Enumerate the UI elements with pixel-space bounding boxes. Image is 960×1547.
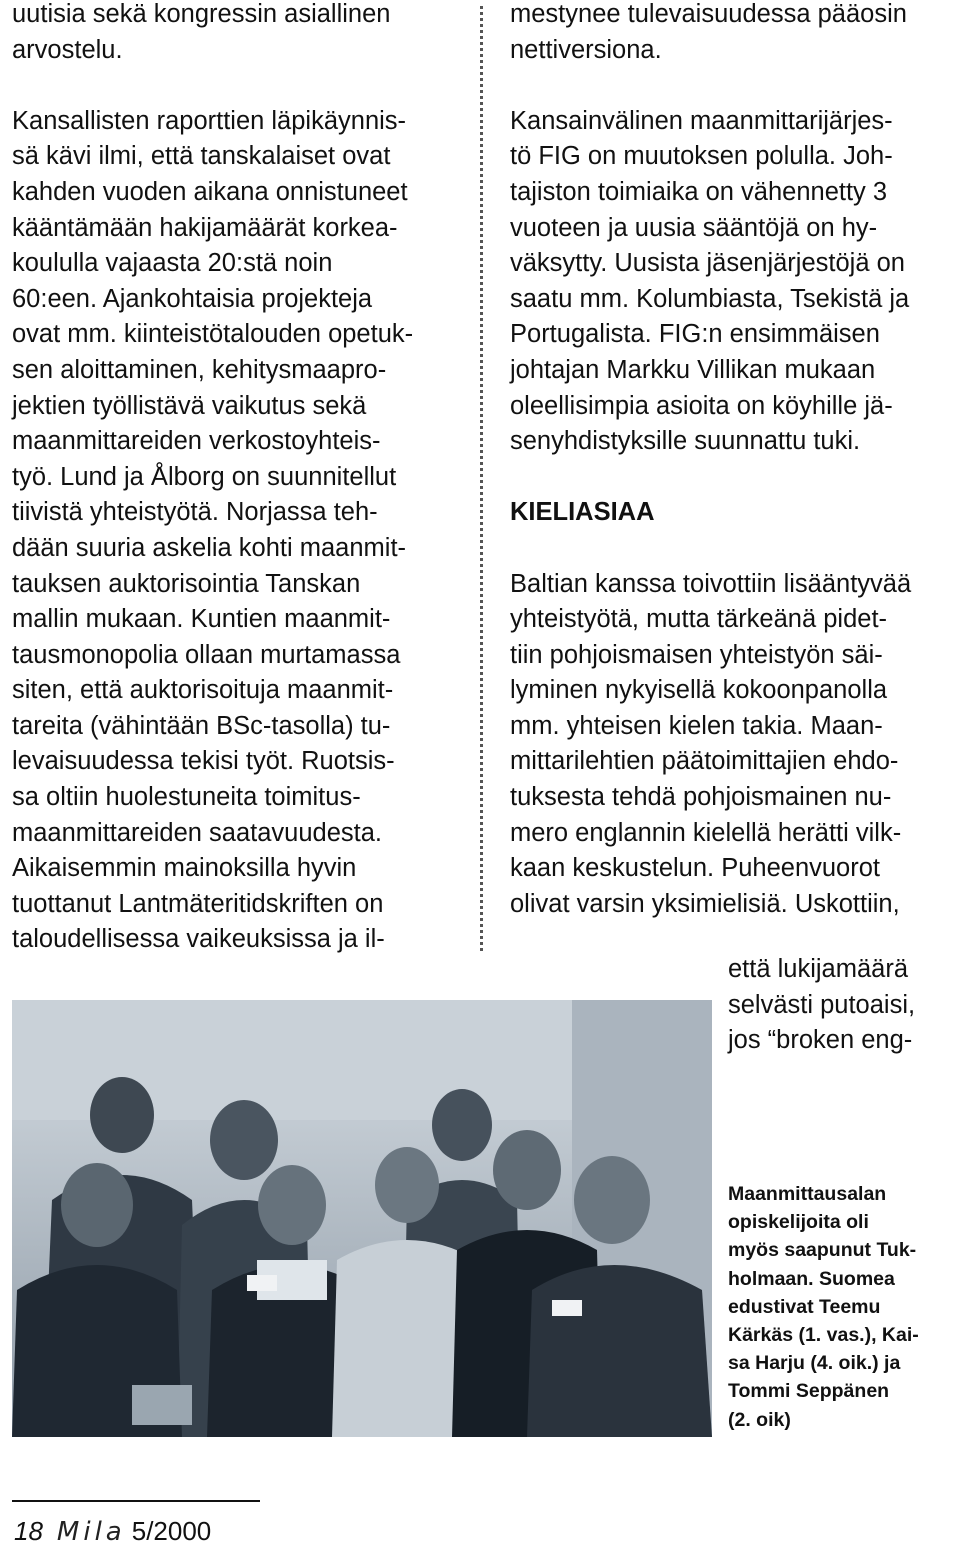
text-line: jektien työllistävä vaikutus sekä bbox=[12, 391, 367, 420]
text-line: 60:een. Ajankohtaisia projekteja bbox=[12, 284, 373, 313]
section-heading: KIELIASIAA bbox=[510, 498, 655, 527]
text-line: kaan keskustelun. Puheenvuorot bbox=[510, 854, 880, 883]
text-line: uutisia sekä kongressin asiallinen bbox=[12, 0, 391, 28]
group-photo bbox=[12, 1000, 712, 1437]
text-line: sä kävi ilmi, että tanskalaiset ovat bbox=[12, 142, 391, 171]
photo-caption bbox=[728, 1180, 953, 1434]
text-line: Portugalista. FIG:n ensimmäisen bbox=[510, 320, 880, 349]
text-line: mittarilehtien päätoimittajien ehdo- bbox=[510, 747, 899, 776]
paragraph-break bbox=[12, 68, 462, 104]
text-line: tajiston toimiaika on vähennetty 3 bbox=[510, 177, 888, 206]
text-line: johtajan Markku Villikan mukaan bbox=[510, 355, 876, 384]
right-column bbox=[510, 0, 955, 922]
page-footer bbox=[14, 1516, 211, 1547]
text-line: ovat mm. kiinteistötalouden opetuk- bbox=[12, 320, 414, 349]
text-line: koululla vajaasta 20:stä noin bbox=[12, 249, 333, 278]
text-line: vuoteen ja uusia sääntöjä on hy- bbox=[510, 213, 878, 242]
text-line: holmaan. Suomea bbox=[728, 1267, 895, 1290]
paragraph-break bbox=[510, 68, 955, 104]
text-line: edustivat Teemu bbox=[728, 1295, 881, 1318]
footer-rule bbox=[12, 1500, 260, 1502]
text-line: mm. yhteisen kielen takia. Maan- bbox=[510, 711, 883, 740]
text-line: Tommi Seppänen bbox=[728, 1380, 890, 1403]
text-line: mestynee tulevaisuudessa pääosin bbox=[510, 0, 907, 28]
text-line: senyhdistyksille suunnattu tuki. bbox=[510, 427, 861, 456]
text-line: saatu mm. Kolumbiasta, Tsekistä ja bbox=[510, 284, 910, 313]
text-line: oleellisimpia asioita on köyhille jä- bbox=[510, 391, 893, 420]
text-line: siten, että auktorisoituja maanmit- bbox=[12, 676, 394, 705]
text-line: Kansainvälinen maanmittarijärjes- bbox=[510, 106, 893, 135]
text-line: arvostelu. bbox=[12, 35, 123, 64]
text-line: tiivistä yhteistyötä. Norjassa teh- bbox=[12, 498, 378, 527]
text-line: sa oltiin huolestuneita toimitus- bbox=[12, 783, 361, 812]
text-line: taloudellisessa vaikeuksissa ja il- bbox=[12, 925, 385, 954]
text-line: tareita (vähintään BSc-tasolla) tu- bbox=[12, 711, 391, 740]
text-line: kääntämään hakijamäärät korkea- bbox=[12, 213, 398, 242]
text-line: Baltian kanssa toivottiin lisääntyvää bbox=[510, 569, 912, 598]
paragraph-break bbox=[510, 460, 955, 496]
text-line: Kärkäs (1. vas.), Kai- bbox=[728, 1324, 919, 1347]
page-number: 18 bbox=[14, 1516, 43, 1546]
text-line: maanmittareiden verkostoyhteis- bbox=[12, 427, 381, 456]
magazine-logo: Mila bbox=[56, 1517, 126, 1547]
issue-number: 5/2000 bbox=[131, 1516, 212, 1546]
text-line: myös saapunut Tuk- bbox=[728, 1239, 917, 1262]
text-line: tuottanut Lantmäteritidskriften on bbox=[12, 889, 384, 918]
left-column bbox=[12, 0, 462, 958]
text-line: tö FIG on muutoksen polulla. Joh- bbox=[510, 142, 893, 171]
text-wrap-around-photo bbox=[728, 952, 915, 1059]
text-line: tauksen auktorisointia Tanskan bbox=[12, 569, 361, 598]
text-line: (2. oik) bbox=[728, 1408, 791, 1431]
text-line: sen aloittaminen, kehitysmaapro- bbox=[12, 355, 387, 384]
text-line: kahden vuoden aikana onnistuneet bbox=[12, 177, 408, 206]
text-line: mallin mukaan. Kuntien maanmit- bbox=[12, 605, 391, 634]
text-line: mero englannin kielellä herätti vilk- bbox=[510, 818, 902, 847]
text-line: tiin pohjoismaisen yhteistyön säi- bbox=[510, 640, 883, 669]
text-line: tausmonopolia ollaan murtamassa bbox=[12, 640, 401, 669]
text-line: työ. Lund ja Ålborg on suunnitellut bbox=[12, 462, 397, 491]
text-line: Kansallisten raporttien läpikäynnis- bbox=[12, 106, 407, 135]
text-line: olivat varsin yksimielisiä. Uskottiin, bbox=[510, 889, 900, 918]
text-line: Aikaisemmin mainoksilla hyvin bbox=[12, 854, 357, 883]
text-line: jos “broken eng- bbox=[728, 1026, 913, 1055]
text-line: lyminen nykyisellä kokoonpanolla bbox=[510, 676, 888, 705]
text-line: opiskelijoita oli bbox=[728, 1211, 869, 1234]
text-line: tuksesta tehdä pohjoismainen nu- bbox=[510, 783, 892, 812]
text-line: sa Harju (4. oik.) ja bbox=[728, 1352, 901, 1375]
text-line: dään suuria askelia kohti maanmit- bbox=[12, 533, 407, 562]
text-line: yhteistyötä, mutta tärkeänä pidet- bbox=[510, 605, 888, 634]
column-divider bbox=[480, 6, 483, 951]
text-line: levaisuudessa tekisi työt. Ruotsis- bbox=[12, 747, 395, 776]
text-line: selvästi putoaisi, bbox=[728, 990, 916, 1019]
right-column-bottom bbox=[510, 567, 955, 923]
text-line: että lukijamäärä bbox=[728, 955, 909, 983]
text-line: väksytty. Uusista jäsenjärjestöjä on bbox=[510, 249, 905, 278]
text-line: nettiversiona. bbox=[510, 35, 662, 64]
text-line: Maanmittausalan bbox=[728, 1183, 887, 1205]
right-column-top bbox=[510, 0, 955, 495]
text-line: maanmittareiden saatavuudesta. bbox=[12, 818, 382, 847]
